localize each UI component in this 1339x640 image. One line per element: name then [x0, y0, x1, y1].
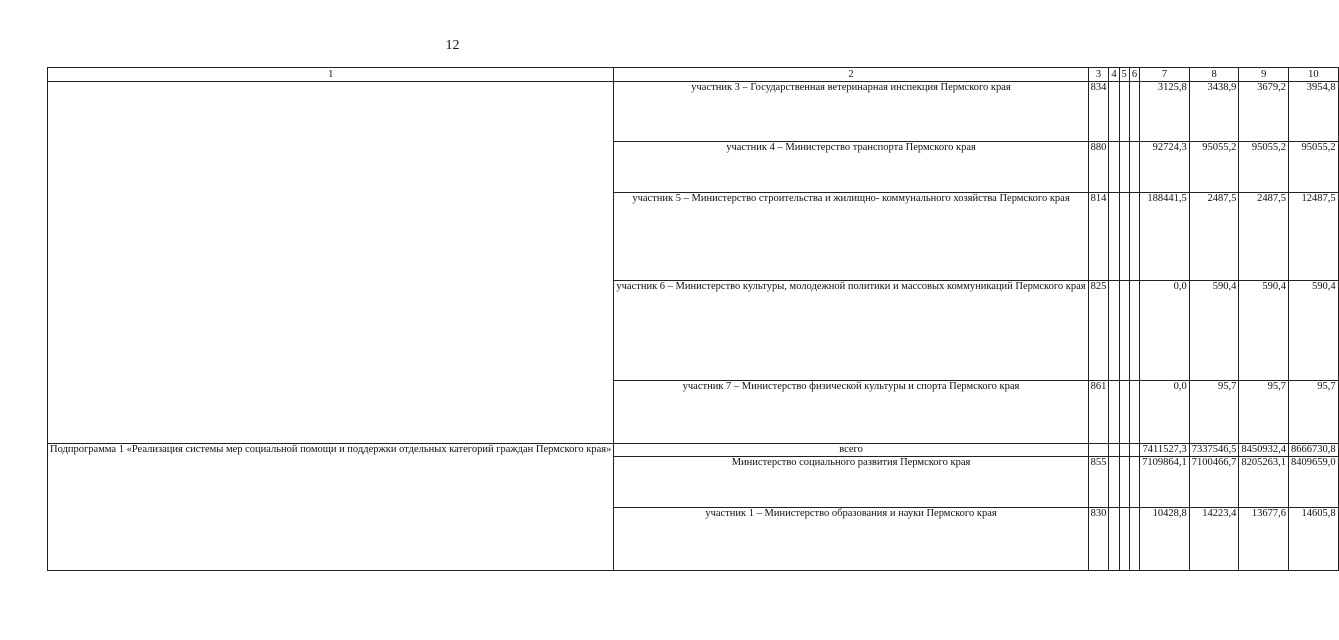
column-5-cell	[1119, 381, 1129, 444]
responsible-cell: участник 7 – Министерство физической культуры и спорта Пермского края	[614, 381, 1088, 444]
amount-col9-cell: 8205263,1	[1239, 457, 1289, 508]
amount-col10-cell: 14605,8	[1289, 508, 1339, 571]
subprogram-title: Подпрограмма 1 «Реализация системы мер социальной помощи и поддержки отдельных категорий граждан Пермского края»	[48, 444, 614, 571]
amount-col8-cell: 95055,2	[1189, 142, 1239, 193]
amount-col10-cell: 3954,8	[1289, 82, 1339, 142]
column-5-cell	[1119, 457, 1129, 508]
column-header: 1	[48, 68, 614, 82]
amount-col8-cell: 2487,5	[1189, 193, 1239, 281]
column-header: 10	[1289, 68, 1339, 82]
column-6-cell	[1129, 508, 1139, 571]
amount-col7-cell: 188441,5	[1140, 193, 1190, 281]
column-6-cell	[1129, 193, 1139, 281]
amount-col10-cell: 8666730,8	[1289, 444, 1339, 457]
responsible-cell: Министерство социального развития Пермского края	[614, 457, 1088, 508]
subprogram-total-row	[48, 444, 1339, 457]
budget-code-cell	[1088, 444, 1109, 457]
column-4-cell	[1109, 457, 1119, 508]
amount-col7-cell: 7411527,3	[1140, 444, 1190, 457]
column-5-cell	[1119, 444, 1129, 457]
column-header: 9	[1239, 68, 1289, 82]
responsible-cell: участник 6 – Министерство культуры, молодежной политики и массовых коммуникаций Пермского края	[614, 281, 1088, 381]
column-4-cell	[1109, 444, 1119, 457]
table-row	[48, 82, 1339, 142]
column-4-cell	[1109, 381, 1119, 444]
column-numbers-row	[48, 68, 1339, 82]
budget-code-cell: 814	[1088, 193, 1109, 281]
amount-col7-cell: 7109864,1	[1140, 457, 1190, 508]
column-4-cell	[1109, 281, 1119, 381]
amount-col8-cell: 3438,9	[1189, 82, 1239, 142]
column-5-cell	[1119, 508, 1129, 571]
amount-col8-cell: 590,4	[1189, 281, 1239, 381]
amount-col9-cell: 95055,2	[1239, 142, 1289, 193]
amount-col7-cell: 3125,8	[1140, 82, 1190, 142]
amount-col9-cell: 95,7	[1239, 381, 1289, 444]
amount-col8-cell: 7337546,5	[1189, 444, 1239, 457]
column-5-cell	[1119, 142, 1129, 193]
column-6-cell	[1129, 457, 1139, 508]
amount-col8-cell: 7100466,7	[1189, 457, 1239, 508]
responsible-cell: участник 1 – Министерство образования и науки Пермского края	[614, 508, 1088, 571]
column-5-cell	[1119, 193, 1129, 281]
column-header: 5	[1119, 68, 1129, 82]
responsible-cell: участник 4 – Министерство транспорта Пермского края	[614, 142, 1088, 193]
column-5-cell	[1119, 281, 1129, 381]
column-4-cell	[1109, 193, 1119, 281]
amount-col7-cell: 10428,8	[1140, 508, 1190, 571]
responsible-cell: всего	[614, 444, 1088, 457]
column-header: 2	[614, 68, 1088, 82]
amount-col10-cell: 12487,5	[1289, 193, 1339, 281]
subprogram-cell-empty	[48, 82, 614, 444]
column-4-cell	[1109, 82, 1119, 142]
column-6-cell	[1129, 381, 1139, 444]
amount-col9-cell: 13677,6	[1239, 508, 1289, 571]
column-header: 3	[1088, 68, 1109, 82]
column-4-cell	[1109, 508, 1119, 571]
amount-col10-cell: 8409659,0	[1289, 457, 1339, 508]
amount-col8-cell: 14223,4	[1189, 508, 1239, 571]
amount-col9-cell: 3679,2	[1239, 82, 1289, 142]
amount-col9-cell: 590,4	[1239, 281, 1289, 381]
responsible-cell: участник 3 – Государственная ветеринарная инспекция Пермского края	[614, 82, 1088, 142]
amount-col7-cell: 0,0	[1140, 281, 1190, 381]
column-5-cell	[1119, 82, 1129, 142]
budget-code-cell: 830	[1088, 508, 1109, 571]
amount-col10-cell: 95055,2	[1289, 142, 1339, 193]
budget-code-cell: 861	[1088, 381, 1109, 444]
budget-code-cell: 855	[1088, 457, 1109, 508]
amount-col10-cell: 95,7	[1289, 381, 1339, 444]
amount-col8-cell: 95,7	[1189, 381, 1239, 444]
responsible-cell: участник 5 – Министерство строительства и жилищно- коммунального хозяйства Пермского края	[614, 193, 1088, 281]
column-6-cell	[1129, 281, 1139, 381]
page-number: 12	[445, 38, 460, 53]
column-4-cell	[1109, 142, 1119, 193]
amount-col9-cell: 8450932,4	[1239, 444, 1289, 457]
amount-col10-cell: 590,4	[1289, 281, 1339, 381]
column-6-cell	[1129, 82, 1139, 142]
amount-col7-cell: 92724,3	[1140, 142, 1190, 193]
column-6-cell	[1129, 444, 1139, 457]
column-header: 6	[1129, 68, 1139, 82]
column-header: 8	[1189, 68, 1239, 82]
column-header: 7	[1140, 68, 1190, 82]
budget-table	[47, 67, 1339, 571]
budget-code-cell: 834	[1088, 82, 1109, 142]
amount-col9-cell: 2487,5	[1239, 193, 1289, 281]
amount-col7-cell: 0,0	[1140, 381, 1190, 444]
budget-code-cell: 825	[1088, 281, 1109, 381]
column-header: 4	[1109, 68, 1119, 82]
budget-code-cell: 880	[1088, 142, 1109, 193]
column-6-cell	[1129, 142, 1139, 193]
